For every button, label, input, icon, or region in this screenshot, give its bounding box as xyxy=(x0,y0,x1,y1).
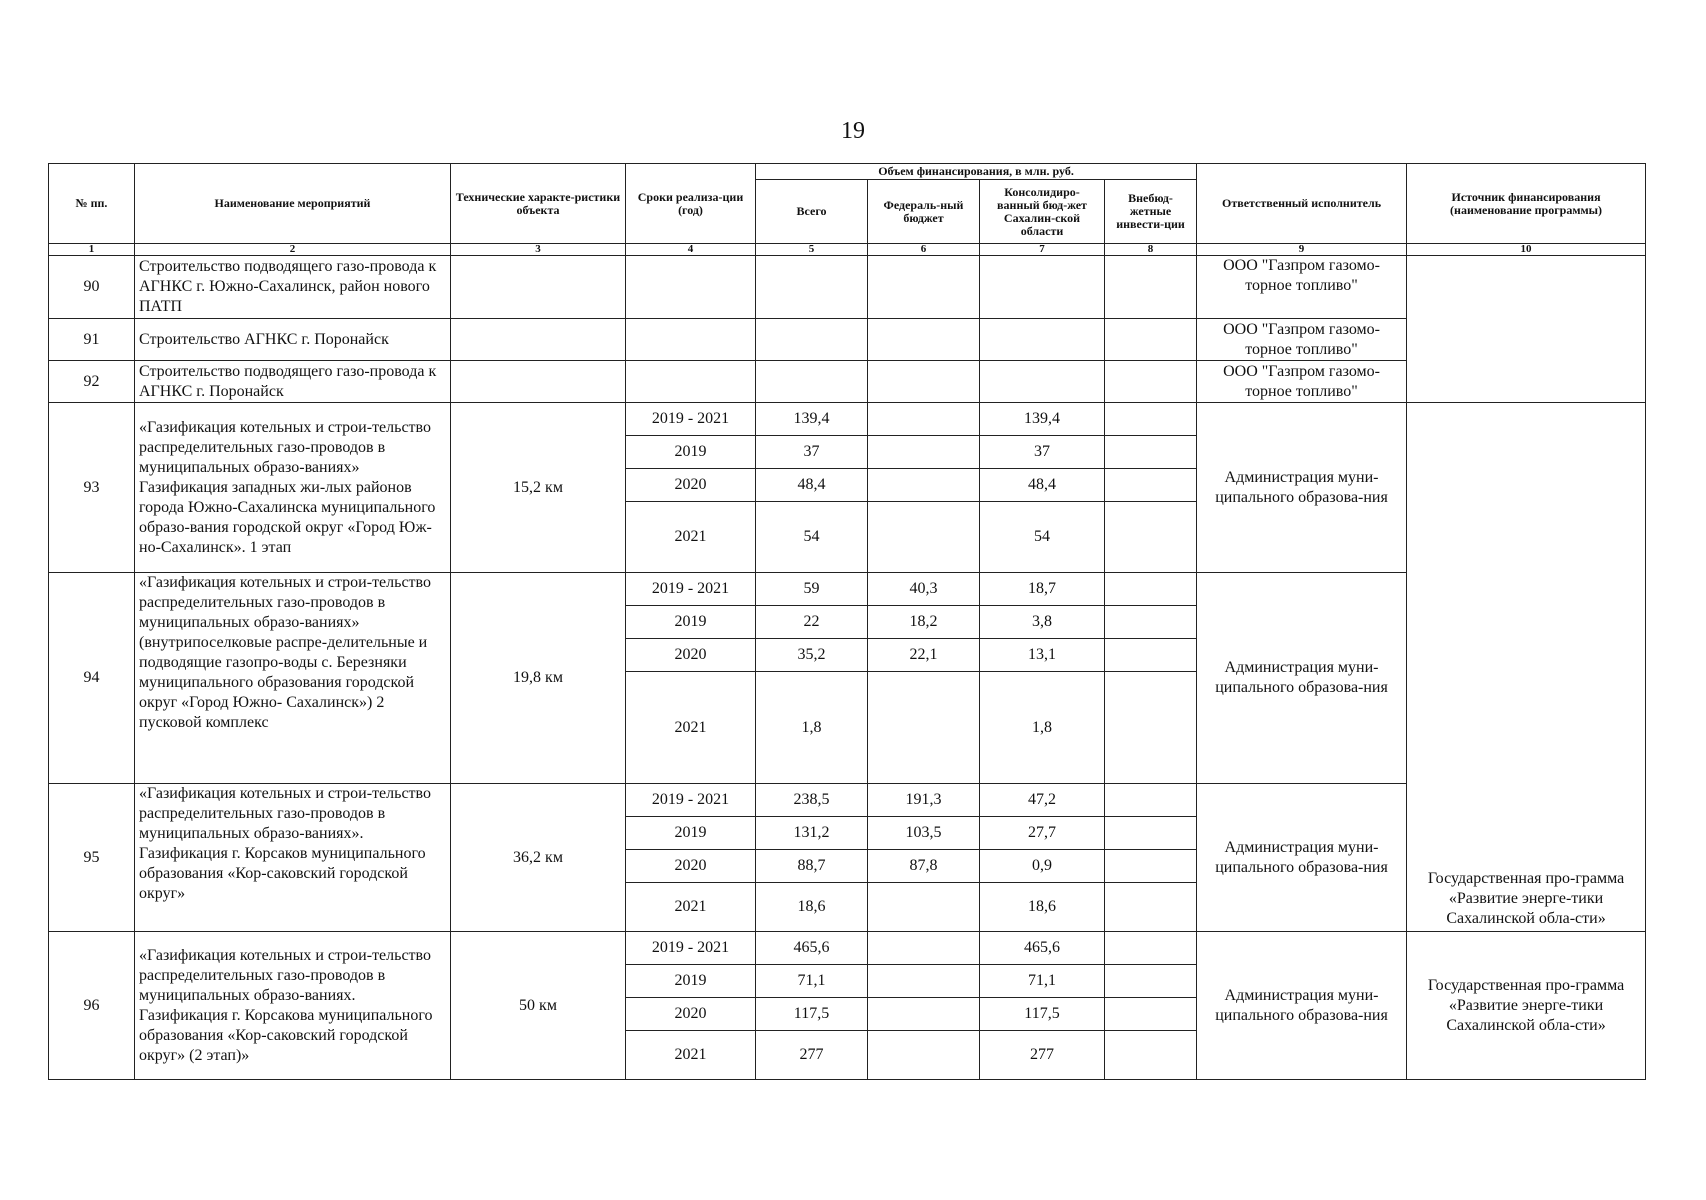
extra-value xyxy=(1105,784,1197,817)
federal-value xyxy=(868,883,980,932)
consolidated-cell xyxy=(980,361,1105,403)
consolidated-value: 54 xyxy=(980,502,1105,573)
extra-value xyxy=(1105,403,1197,436)
row-number: 92 xyxy=(49,361,135,403)
federal-cell xyxy=(868,256,980,319)
total-cell xyxy=(756,256,868,319)
federal-value xyxy=(868,998,980,1031)
period: 2019 - 2021 xyxy=(626,403,756,436)
extra-value xyxy=(1105,1031,1197,1080)
consolidated-value: 27,7 xyxy=(980,817,1105,850)
consolidated-value: 48,4 xyxy=(980,469,1105,502)
extra-value xyxy=(1105,502,1197,573)
row-number: 90 xyxy=(49,256,135,319)
total-value: 54 xyxy=(756,502,868,573)
extra-value xyxy=(1105,573,1197,606)
table-row xyxy=(49,361,1646,403)
period: 2019 - 2021 xyxy=(626,932,756,965)
federal-value xyxy=(868,1031,980,1080)
federal-value xyxy=(868,469,980,502)
row-number: 95 xyxy=(49,784,135,932)
tech-cell xyxy=(451,319,626,361)
consolidated-value: 13,1 xyxy=(980,639,1105,672)
extra-value xyxy=(1105,998,1197,1031)
extra-cell xyxy=(1105,319,1197,361)
column-number: 3 xyxy=(451,244,626,256)
consolidated-cell xyxy=(980,256,1105,319)
consolidated-value: 18,7 xyxy=(980,573,1105,606)
period: 2020 xyxy=(626,850,756,883)
executor: Администрация муни-ципального образова-ния xyxy=(1197,784,1407,932)
row-number: 93 xyxy=(49,403,135,573)
extra-value xyxy=(1105,817,1197,850)
federal-value xyxy=(868,436,980,469)
header-tech: Технические характе-ристики объекта xyxy=(451,164,626,244)
source-program: Государственная про-грамма «Развитие энерге-тики Сахалинской обла-сти» xyxy=(1407,932,1646,1080)
tech-spec: 19,8 км xyxy=(451,573,626,784)
tech-spec: 36,2 км xyxy=(451,784,626,932)
consolidated-value: 18,6 xyxy=(980,883,1105,932)
federal-value: 191,3 xyxy=(868,784,980,817)
row-number: 91 xyxy=(49,319,135,361)
funding-table xyxy=(48,163,1646,1080)
consolidated-value: 47,2 xyxy=(980,784,1105,817)
period: 2019 xyxy=(626,436,756,469)
event-name: «Газификация котельных и строи-тельство распределительных газо-проводов в муниципальных образо-ваниях» Газификация западных жи-лых районов города Южно-Сахалинска муниципального образо-вания городской округ «Город Юж-но-Сахалинск». 1 этап xyxy=(135,403,451,573)
total-value: 465,6 xyxy=(756,932,868,965)
federal-cell xyxy=(868,361,980,403)
extra-cell xyxy=(1105,256,1197,319)
period: 2020 xyxy=(626,639,756,672)
column-number: 1 xyxy=(49,244,135,256)
total-value: 71,1 xyxy=(756,965,868,998)
period: 2019 xyxy=(626,817,756,850)
table-row xyxy=(49,784,1646,817)
federal-value xyxy=(868,403,980,436)
executor: Администрация муни-ципального образова-ния xyxy=(1197,573,1407,784)
table-row xyxy=(49,932,1646,965)
executor: Администрация муни-ципального образова-ния xyxy=(1197,932,1407,1080)
period: 2021 xyxy=(626,883,756,932)
table-row xyxy=(49,319,1646,361)
consolidated-value: 277 xyxy=(980,1031,1105,1080)
period: 2021 xyxy=(626,502,756,573)
period: 2021 xyxy=(626,672,756,784)
total-value: 1,8 xyxy=(756,672,868,784)
header-funding-group: Объем финансирования, в млн. руб. xyxy=(756,164,1197,180)
column-number: 5 xyxy=(756,244,868,256)
federal-value: 87,8 xyxy=(868,850,980,883)
federal-value xyxy=(868,502,980,573)
federal-value xyxy=(868,965,980,998)
extra-value xyxy=(1105,436,1197,469)
consolidated-value: 71,1 xyxy=(980,965,1105,998)
column-number: 4 xyxy=(626,244,756,256)
source-program: Государственная про-грамма «Развитие энерге-тики Сахалинской обла-сти» xyxy=(1407,403,1646,932)
extra-value xyxy=(1105,606,1197,639)
event-name: «Газификация котельных и строи-тельство распределительных газо-проводов в муниципальных образо-ваниях». Газификация г. Корсаков муниципального образования «Кор-саковский городской округ» xyxy=(135,784,451,932)
consolidated-value: 117,5 xyxy=(980,998,1105,1031)
header-name: Наименование мероприятий xyxy=(135,164,451,244)
federal-value: 18,2 xyxy=(868,606,980,639)
period: 2019 - 2021 xyxy=(626,784,756,817)
consolidated-value: 0,9 xyxy=(980,850,1105,883)
extra-value xyxy=(1105,932,1197,965)
header-federal: Федераль-ный бюджет xyxy=(868,180,980,244)
period: 2019 xyxy=(626,965,756,998)
tech-cell xyxy=(451,361,626,403)
total-value: 18,6 xyxy=(756,883,868,932)
extra-value xyxy=(1105,639,1197,672)
event-name: «Газификация котельных и строи-тельство распределительных газо-проводов в муниципальных образо-ваниях» (внутрипоселковые распре-делительные и подводящие газопро-воды с. Березняки муниципального образования городской округ «Город Южно- Сахалинск») 2 пусковой комплекс xyxy=(135,573,451,784)
page-number: 19 xyxy=(841,118,865,144)
total-value: 59 xyxy=(756,573,868,606)
column-number-row xyxy=(49,244,1646,256)
extra-value xyxy=(1105,672,1197,784)
federal-value xyxy=(868,932,980,965)
period: 2019 - 2021 xyxy=(626,573,756,606)
period-cell xyxy=(626,361,756,403)
event-name: Строительство подводящего газо-провода к АГНКС г. Южно-Сахалинск, район нового ПАТП xyxy=(135,256,451,319)
total-value: 37 xyxy=(756,436,868,469)
total-cell xyxy=(756,361,868,403)
column-number: 10 xyxy=(1407,244,1646,256)
consolidated-cell xyxy=(980,319,1105,361)
header-extra: Внебюд-жетные инвести-ции xyxy=(1105,180,1197,244)
event-name: Строительство АГНКС г. Поронайск xyxy=(135,319,451,361)
extra-value xyxy=(1105,965,1197,998)
column-number: 7 xyxy=(980,244,1105,256)
column-number: 2 xyxy=(135,244,451,256)
header-consolidated: Консолидиро-ванный бюд-жет Сахалин-ской области xyxy=(980,180,1105,244)
period-cell xyxy=(626,256,756,319)
federal-value: 103,5 xyxy=(868,817,980,850)
total-value: 35,2 xyxy=(756,639,868,672)
executor: ООО "Газпром газомо-торное топливо" xyxy=(1197,256,1407,319)
header-source: Источник финансирования (наименование программы) xyxy=(1407,164,1646,244)
header-total: Всего xyxy=(756,180,868,244)
column-number: 6 xyxy=(868,244,980,256)
executor: ООО "Газпром газомо-торное топливо" xyxy=(1197,361,1407,403)
consolidated-value: 139,4 xyxy=(980,403,1105,436)
column-number: 8 xyxy=(1105,244,1197,256)
period-cell xyxy=(626,319,756,361)
source-cell xyxy=(1407,256,1646,403)
column-number: 9 xyxy=(1197,244,1407,256)
consolidated-value: 3,8 xyxy=(980,606,1105,639)
event-name: Строительство подводящего газо-провода к АГНКС г. Поронайск xyxy=(135,361,451,403)
row-number: 96 xyxy=(49,932,135,1080)
extra-value xyxy=(1105,850,1197,883)
consolidated-value: 37 xyxy=(980,436,1105,469)
federal-value xyxy=(868,672,980,784)
period: 2020 xyxy=(626,998,756,1031)
extra-cell xyxy=(1105,361,1197,403)
federal-value: 22,1 xyxy=(868,639,980,672)
extra-value xyxy=(1105,883,1197,932)
federal-value: 40,3 xyxy=(868,573,980,606)
header-executor: Ответственный исполнитель xyxy=(1197,164,1407,244)
table-row xyxy=(49,403,1646,436)
header-period: Сроки реализа-ции (год) xyxy=(626,164,756,244)
tech-spec: 15,2 км xyxy=(451,403,626,573)
period: 2019 xyxy=(626,606,756,639)
event-name: «Газификация котельных и строи-тельство распределительных газо-проводов в муниципальных образо-ваниях. Газификация г. Корсакова муниципального образования «Кор-саковский городской округ» (2 этап)» xyxy=(135,932,451,1080)
period: 2021 xyxy=(626,1031,756,1080)
tech-cell xyxy=(451,256,626,319)
total-value: 238,5 xyxy=(756,784,868,817)
executor: ООО "Газпром газомо-торное топливо" xyxy=(1197,319,1407,361)
total-value: 131,2 xyxy=(756,817,868,850)
tech-spec: 50 км xyxy=(451,932,626,1080)
consolidated-value: 1,8 xyxy=(980,672,1105,784)
table-row xyxy=(49,256,1646,319)
row-number: 94 xyxy=(49,573,135,784)
extra-value xyxy=(1105,469,1197,502)
total-value: 22 xyxy=(756,606,868,639)
header-no: № пп. xyxy=(49,164,135,244)
consolidated-value: 465,6 xyxy=(980,932,1105,965)
total-value: 48,4 xyxy=(756,469,868,502)
total-value: 88,7 xyxy=(756,850,868,883)
federal-cell xyxy=(868,319,980,361)
executor: Администрация муни-ципального образова-ния xyxy=(1197,403,1407,573)
total-value: 277 xyxy=(756,1031,868,1080)
total-value: 139,4 xyxy=(756,403,868,436)
total-cell xyxy=(756,319,868,361)
total-value: 117,5 xyxy=(756,998,868,1031)
period: 2020 xyxy=(626,469,756,502)
table-row xyxy=(49,573,1646,606)
